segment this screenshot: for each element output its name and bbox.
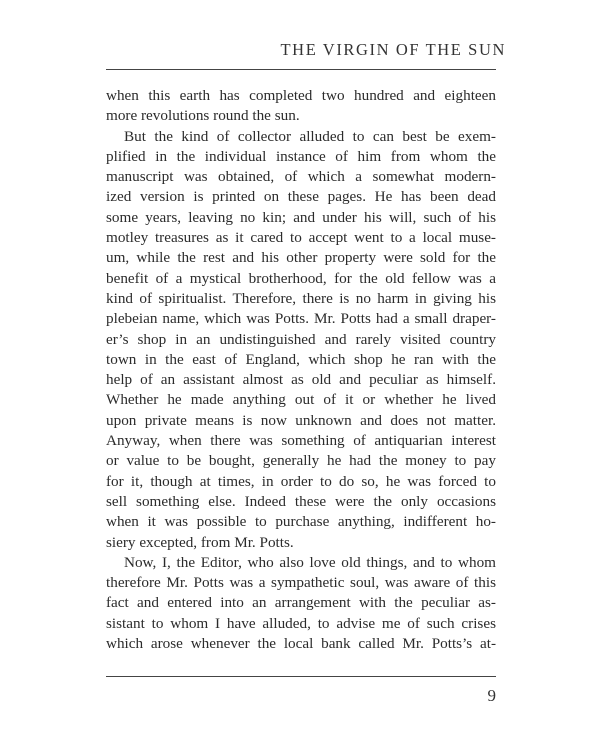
text-line: um, while the rest and his other property were sold for the [106, 249, 496, 267]
page-number: 9 [487, 686, 496, 705]
text-line: Now, I, the Editor, who also love old things, and to whom [124, 553, 496, 571]
text-line: some years, leaving no kin; and under his will, such of his [106, 208, 496, 226]
text-line: fact and entered into an arrangement with the peculiar as- [106, 594, 496, 612]
text-line: or value to be bought, generally he had the money to pay [106, 452, 496, 470]
text-line: er’s shop in an undistinguished and rarely visited country [106, 330, 496, 348]
text-line: upon private means is now unknown and does not matter. [106, 411, 496, 429]
text-line: Whether he made anything out of it or whether he lived [106, 391, 496, 409]
text-line: when it was possible to purchase anything, indifferent ho- [106, 513, 496, 531]
running-head-title: THE VIRGIN OF THE SUN [280, 40, 506, 59]
text-line: help of an assistant almost as old and peculiar as himself. [106, 371, 496, 389]
text-line: more revolutions round the sun. [106, 107, 300, 125]
text-line: therefore Mr. Potts was a sympathetic soul, was aware of this [106, 574, 496, 592]
text-line: sell something else. Indeed these were the only occasions [106, 492, 496, 510]
text-line: plebeian name, which was Potts. Mr. Potts had a small draper- [106, 310, 496, 328]
text-line: plified in the individual instance of him from whom the [106, 147, 496, 165]
text-line: Anyway, when there was something of antiquarian interest [106, 432, 496, 450]
text-line: But the kind of collector alluded to can best be exem- [124, 127, 496, 145]
body-text [106, 86, 496, 654]
text-line: for it, though at times, in order to do so, he was forced to [106, 472, 496, 490]
text-line: benefit of a mystical brotherhood, for the old fellow was a [106, 269, 496, 287]
text-line: which arose whenever the local bank called Mr. Potts’s at- [106, 635, 496, 653]
header-rule [106, 69, 496, 70]
text-line: siery excepted, from Mr. Potts. [106, 533, 294, 551]
text-line: town in the east of England, which shop he ran with the [106, 350, 496, 368]
text-line: when this earth has completed two hundred and eighteen [106, 87, 496, 104]
text-line: kind of spiritualist. Therefore, there is no harm in giving his [106, 289, 496, 307]
text-line: ized version is printed on these pages. He has been dead [106, 188, 496, 206]
text-line: sistant to whom I have alluded, to advise me of such crises [106, 614, 496, 632]
text-line: motley treasures as it cared to accept went to a local muse- [106, 229, 496, 247]
footer-rule [106, 676, 496, 677]
text-line: manuscript was obtained, of which a somewhat modern- [106, 168, 496, 186]
